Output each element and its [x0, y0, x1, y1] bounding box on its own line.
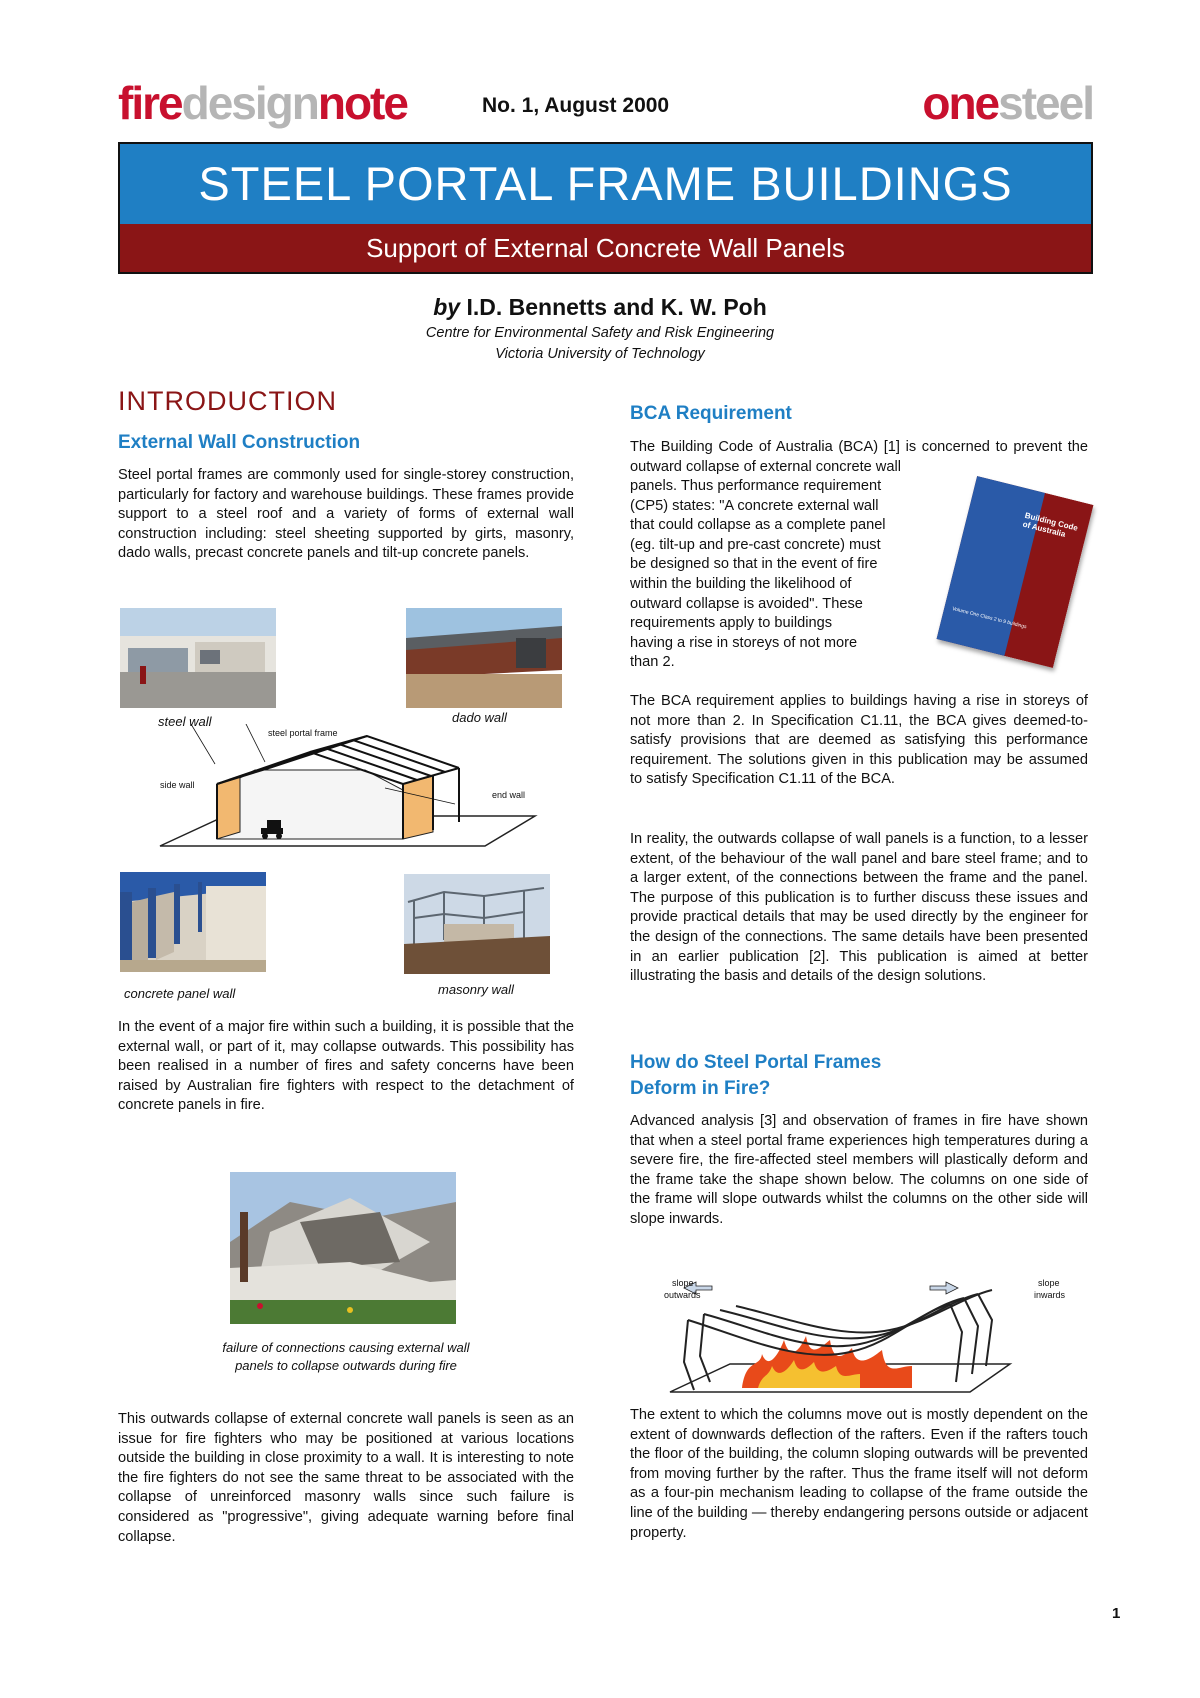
- bca-line: be designed so that in the event of fire: [630, 556, 878, 573]
- bca-requirement-heading: BCA Requirement: [630, 403, 792, 424]
- slope-outwards-label-2: outwards: [664, 1290, 701, 1300]
- side-wall-label: side wall: [160, 780, 195, 790]
- bca-book-cover: [936, 476, 1093, 668]
- issue-number: No. 1, August 2000: [482, 94, 670, 117]
- fire-design-note-logo: firedesignnote: [118, 77, 407, 129]
- bca-line: having a rise in storeys of not more: [630, 634, 858, 651]
- title-box: [118, 142, 1093, 274]
- masonry-wall-caption: masonry wall: [438, 982, 514, 997]
- slope-inwards-label-1: slope: [1038, 1278, 1060, 1288]
- end-wall-label: end wall: [492, 790, 526, 800]
- steel-wall-caption: steel wall: [158, 714, 212, 729]
- affiliation-line-1: Centre for Environmental Safety and Risk Engineering: [425, 325, 775, 341]
- concrete-panel-caption: concrete panel wall: [124, 986, 236, 1001]
- bca-line: panels. Thus performance requirement: [630, 478, 882, 494]
- byline: by I.D. Bennetts and K. W. Poh: [433, 294, 767, 320]
- bca-paragraph-3: In reality, the outwards collapse of wall panels is a function, to a lesser extent, of the behaviour of the wall panel and bare steel frame; and to a larger extent, of the connections between the frame and the panel. The purpose of this publication is to further discuss these issues and provide practical details that may be used directly by the engineer for the design of the connections. The same details have been presented in an earlier publication [2]. This publication is aimed at better illustrating the basis and details of the design solutions.: [630, 831, 1088, 985]
- failure-caption-line-1: failure of connections causing external wall: [222, 1340, 470, 1355]
- bca-paragraph-2: The BCA requirement applies to buildings having a rise in storeys of not more than 2. In Specification C1.11, the BCA gives deemed-to-satisfy provisions that are deemed as satisfying this performance requirement. The solutions given in this publication may be assumed to satisfy Specification C1.11 of the BCA.: [630, 693, 1088, 788]
- book-footer: Volume One Class 2 to 9 buildings: [951, 605, 1028, 631]
- deformed-frame-diagram: [650, 1270, 1060, 1400]
- bca-line: requirements apply to buildings: [630, 615, 832, 632]
- onesteel-logo: onesteel: [922, 77, 1093, 129]
- deform-paragraph-1: Advanced analysis [3] and observation of frames in fire have shown that when a steel portal frame experiences high temperatures during a severe fire, the fire-affected steel members will plastically deform and the frame take the shape shown below. The columns on one side of the frame will slope outwards whilst the columns on the other side will slope inwards.: [630, 1113, 1088, 1227]
- steel-wall-photo: [120, 608, 276, 708]
- page-title: STEEL PORTAL FRAME BUILDINGS: [120, 144, 1091, 224]
- deform-heading-line-2: Deform in Fire?: [630, 1078, 771, 1099]
- book-title: Building Code of Australia: [1021, 510, 1079, 539]
- wall-failure-photo: [230, 1172, 456, 1324]
- intro-paragraph-3: This outwards collapse of external concrete wall panels is seen as an issue for fire fighters who may be positioned at various locations outside the building in close proximity to a wall. It is interesting to note the fire fighters do not see the same threat to be associated with the collapse of unreinforced masonry walls since such failure is considered as "progressive", giving adequate warning before final collapse.: [118, 1411, 574, 1545]
- deform-heading-line-1: How do Steel Portal Frames: [630, 1052, 882, 1073]
- affiliation-line-2: Victoria University of Technology: [495, 346, 705, 362]
- bca-line: than 2.: [630, 654, 675, 671]
- bca-line: (eg. tilt-up and pre-cast concrete) must: [630, 536, 881, 553]
- intro-paragraph-1: Steel portal frames are commonly used for single-storey construction, particularly for factory and warehouse buildings. These frames provide support to a steel roof and a variety of forms of external wall construction including: steel sheeting supported by girts, masonry, dado walls, precast concrete panels and tilt-up concrete panels.: [118, 467, 574, 562]
- dado-wall-caption: dado wall: [452, 710, 507, 725]
- concrete-panel-photo: [120, 872, 266, 972]
- failure-caption-line-2: panels to collapse outwards during fire: [235, 1358, 457, 1373]
- slope-outwards-label-1: slope: [672, 1278, 694, 1288]
- portal-frame-diagram: [155, 724, 540, 854]
- page-subtitle: Support of External Concrete Wall Panels: [120, 224, 1091, 272]
- steel-portal-frame-label: steel portal frame: [268, 728, 338, 738]
- slope-inwards-label-2: inwards: [1034, 1290, 1066, 1300]
- bca-line: that could collapse as a complete panel: [630, 517, 886, 534]
- intro-paragraph-2: In the event of a major fire within such a building, it is possible that the external wall, or part of it, may collapse outwards. This possibility has been realised in a number of fires and safety concerns have been raised by Australian fire fighters with respect to the detachment of concrete panels in fire.: [118, 1019, 574, 1114]
- external-wall-heading: External Wall Construction: [118, 432, 361, 453]
- bca-line: within the building the likelihood of: [630, 575, 852, 592]
- introduction-heading: INTRODUCTION: [118, 386, 337, 416]
- page-number: 1: [1112, 1605, 1121, 1622]
- bca-line: (CP5) states: "A concrete external wall: [630, 497, 879, 514]
- masonry-wall-photo: [404, 874, 550, 974]
- bca-line: outward collapse is avoided". These: [630, 595, 863, 612]
- dado-wall-photo: [406, 608, 562, 708]
- bca-paragraph-intro: The Building Code of Australia (BCA) [1] is concerned to prevent the outward collapse of external concrete wall: [630, 439, 1088, 475]
- masthead: [118, 78, 1093, 130]
- bca-wrapped-text: [630, 477, 920, 673]
- deform-paragraph-2: The extent to which the columns move out is mostly dependent on the extent of downwards deflection of the rafters. Even if the rafters touch the floor of the building, the column sloping outwards will be prevented from moving further by the rafter. Thus the frame itself will not deform as a four-pin mechanism leading to collapse of the frame outside the line of the building — thereby endangering persons outside or adjacent property.: [630, 1407, 1088, 1541]
